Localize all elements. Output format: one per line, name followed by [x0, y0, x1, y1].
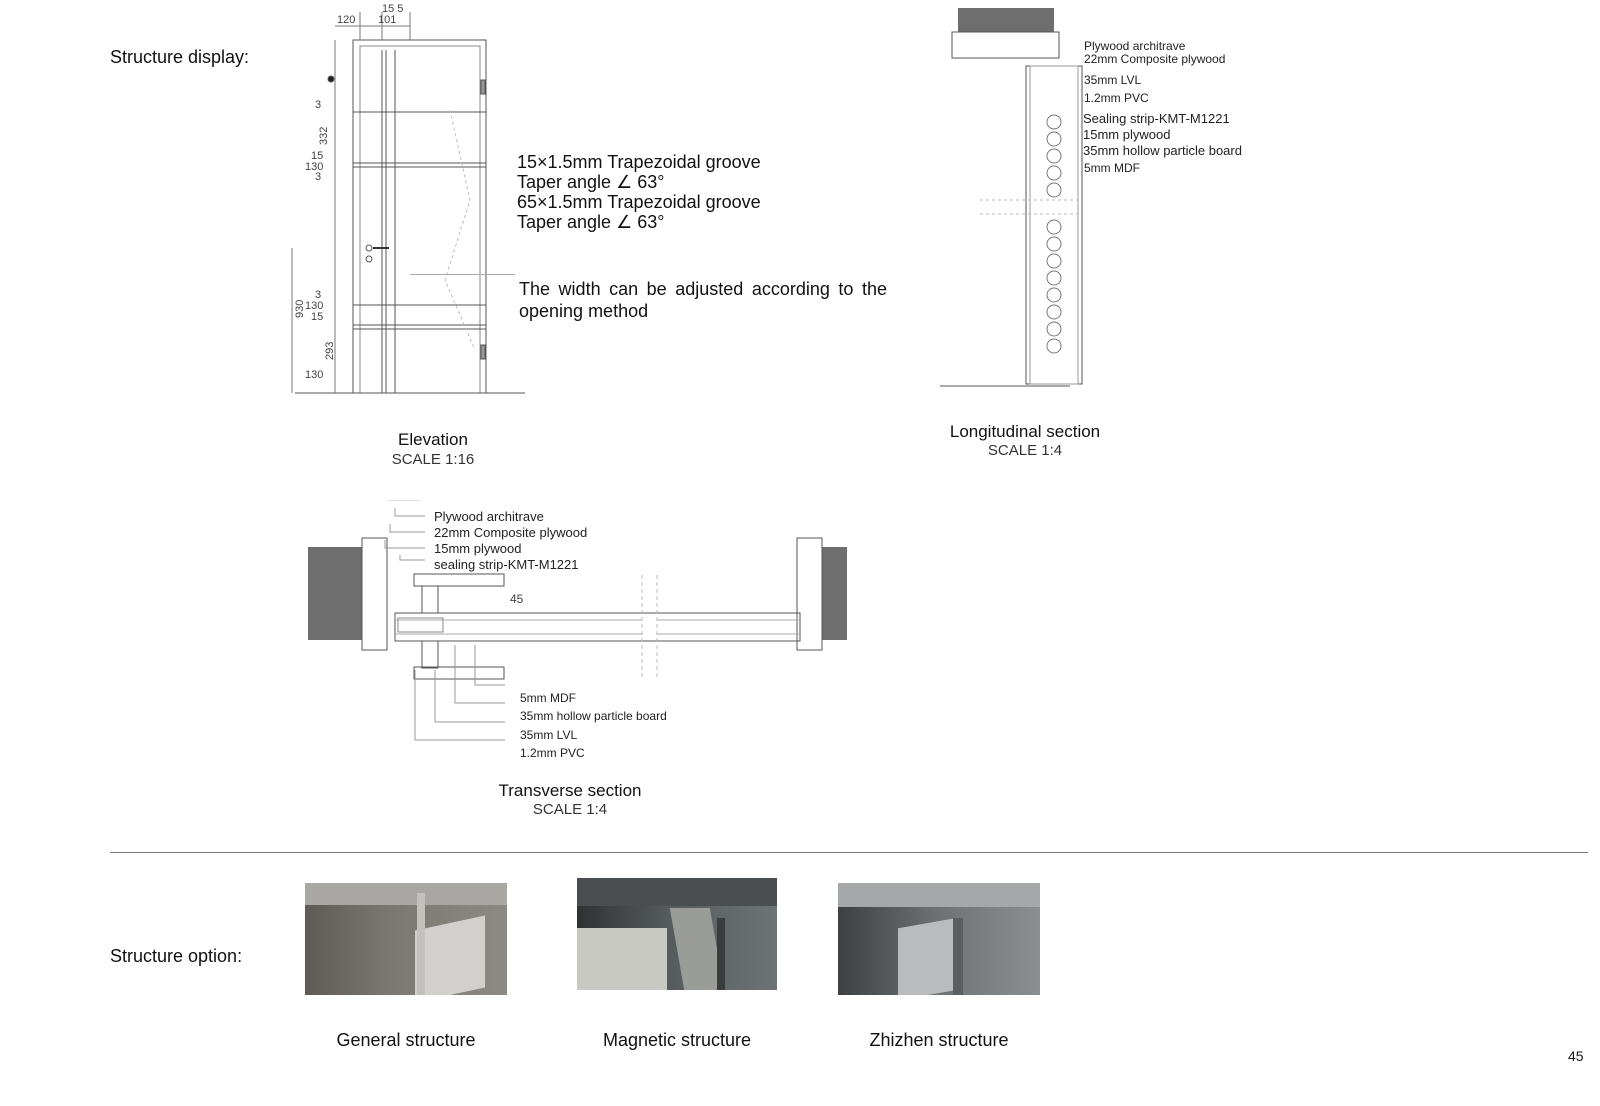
dim-130-low: 130 [305, 300, 324, 312]
dim-120: 120 [337, 14, 356, 26]
long-label-mdf: 5mm MDF [1084, 161, 1140, 175]
groove-note-2: 65×1.5mm Trapezoidal groove [517, 192, 761, 212]
trans-label-sealing: sealing strip-KMT-M1221 [434, 557, 579, 572]
hollow-core-circle [1047, 183, 1061, 197]
page-number: 45 [1568, 1048, 1584, 1064]
long-label-sealing: Sealing strip-KMT-M1221 [1083, 111, 1230, 126]
dim-3-top: 3 [315, 99, 322, 111]
hollow-core-circle [1047, 149, 1061, 163]
general-structure-image [305, 883, 507, 995]
width-note-leader [410, 274, 515, 275]
longitudinal-section-drawing [940, 0, 1100, 400]
option-magnetic-label: Magnetic structure [602, 1030, 752, 1050]
dim-332: 332 [318, 126, 330, 145]
width-note: The width can be adjusted according to the opening method [519, 279, 887, 321]
longitudinal-labels-top [1084, 40, 1225, 66]
hollow-core-circle [1047, 115, 1061, 129]
option-zhizhen-label: Zhizhen structure [869, 1030, 1009, 1050]
long-label-plywood: 15mm plywood [1083, 127, 1171, 142]
elevation-notes [517, 152, 761, 232]
magnetic-structure-image [577, 878, 777, 990]
structure-option-label: Structure option: [110, 946, 243, 966]
dim-130-bottom: 130 [305, 369, 324, 381]
hollow-core-circle [1047, 322, 1061, 336]
transverse-scale: SCALE 1:4 [532, 801, 608, 818]
hollow-core-circle [1047, 339, 1061, 353]
dim-15-low: 15 [311, 311, 324, 323]
hollow-core-circle [1047, 254, 1061, 268]
taper-note-1: Taper angle ∠ 63° [517, 172, 665, 192]
option-general-label: General structure [336, 1030, 476, 1050]
dim-3-mid: 3 [315, 171, 322, 183]
elevation-drawing [285, 0, 525, 400]
taper-note-2: Taper angle ∠ 63° [517, 212, 665, 232]
long-label-pvc: 1.2mm PVC [1084, 91, 1149, 105]
dim-930: 930 [294, 299, 306, 318]
hollow-core-circle [1047, 132, 1061, 146]
trans-label-architrave: Plywood architrave [434, 509, 544, 524]
hollow-core-circle [1047, 271, 1061, 285]
hollow-core-circle [1047, 220, 1061, 234]
hollow-core-circle [1047, 166, 1061, 180]
long-label-particle-board: 35mm hollow particle board [1083, 143, 1242, 158]
section-divider [110, 852, 1588, 853]
dim-3-low: 3 [315, 289, 322, 301]
longitudinal-caption: Longitudinal section [949, 422, 1101, 441]
dim-293: 293 [324, 341, 336, 360]
zhizhen-structure-image [838, 883, 1040, 995]
hollow-core-circle [1047, 305, 1061, 319]
hollow-core-circle [1047, 288, 1061, 302]
long-labels-mid [1083, 111, 1242, 159]
trans-label-particle-board: 35mm hollow particle board [520, 709, 667, 723]
trans-label-plywood: 15mm plywood [434, 541, 522, 556]
structure-display-label: Structure display: [110, 47, 250, 67]
dim-15-5: 15 5 [382, 3, 404, 15]
transverse-caption: Transverse section [498, 781, 642, 800]
dim-15-top: 15 [311, 150, 324, 162]
hollow-core-circle [1047, 237, 1061, 251]
trans-label-pvc: 1.2mm PVC [520, 746, 585, 760]
groove-note-1: 15×1.5mm Trapezoidal groove [517, 152, 761, 172]
elevation-scale: SCALE 1:16 [391, 451, 475, 468]
dim-101: 101 [378, 14, 397, 26]
transverse-top-labels [434, 509, 587, 573]
transverse-dim-45: 45 [510, 592, 524, 606]
long-label-architrave: Plywood architrave [1084, 39, 1186, 53]
trans-label-mdf: 5mm MDF [520, 691, 576, 705]
long-label-lvl: 35mm LVL [1084, 73, 1142, 87]
dim-130-top: 130 [305, 161, 324, 173]
trans-label-composite-plywood: 22mm Composite plywood [434, 525, 588, 540]
trans-label-lvl: 35mm LVL [520, 728, 578, 742]
longitudinal-scale: SCALE 1:4 [987, 442, 1063, 459]
long-label-composite-plywood: 22mm Composite plywood [1084, 52, 1226, 66]
elevation-caption: Elevation [398, 430, 468, 449]
